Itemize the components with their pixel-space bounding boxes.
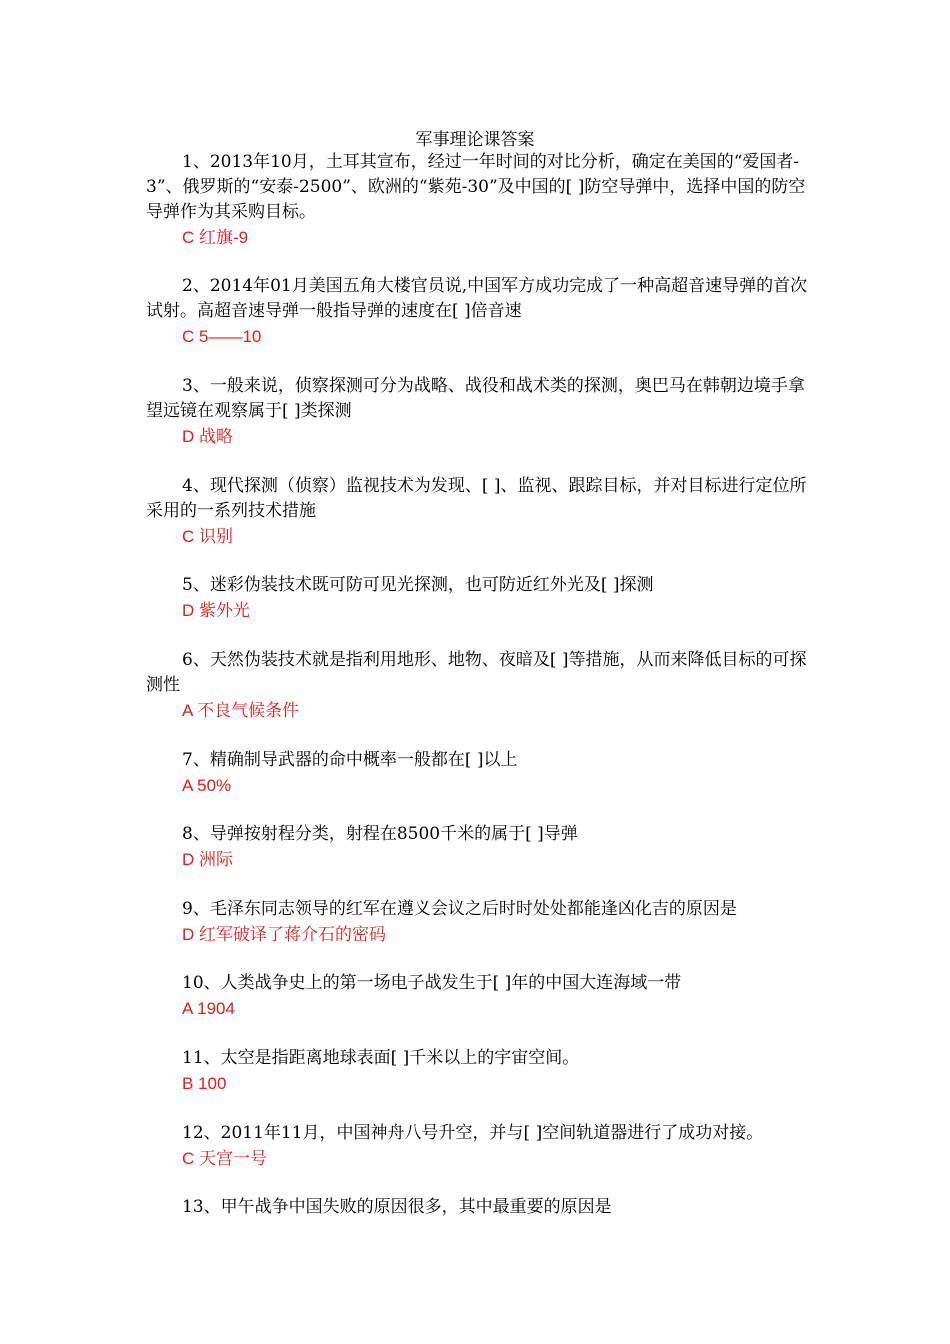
answer-text: D 紫外光	[182, 601, 250, 620]
question-2	[146, 274, 818, 349]
answer-text: C 识别	[182, 527, 233, 546]
question-4	[146, 474, 818, 549]
question-text: 3、一般来说，侦察探测可分为战略、战役和战术类的探测，奥巴马在韩朝边境手拿望远镜在观察属于[ ]类探测	[146, 376, 805, 421]
question-13	[146, 1195, 818, 1220]
answer-text: D 战略	[182, 427, 233, 446]
question-10	[146, 971, 818, 1021]
answer-text: A 不良气候条件	[182, 701, 300, 720]
question-text: 1、2013年10月，土耳其宣布，经过一年时间的对比分析，确定在美国的“爱国者-3”、俄罗斯的“安泰-2500”、欧洲的“紫苑-30”及中国的[ ]防空导弹中，选择中国的防空导弹作为其采购目标。	[146, 152, 806, 222]
question-text: 4、现代探测（侦察）监视技术为发现、[ ]、监视、跟踪目标，并对目标进行定位所采用的一系列技术措施	[146, 476, 807, 521]
question-7	[146, 748, 818, 798]
question-text: 6、天然伪装技术就是指利用地形、地物、夜暗及[ ]等措施，从而来降低目标的可探测性	[146, 650, 807, 695]
question-8	[146, 822, 818, 872]
question-1	[146, 150, 818, 250]
question-6	[146, 648, 818, 723]
question-text: 10、人类战争史上的第一场电子战发生于[ ]年的中国大连海域一带	[182, 973, 682, 993]
question-text: 2、2014年01月美国五角大楼官员说,中国军方成功完成了一种高超音速导弹的首次试射。高超音速导弹一般指导弹的速度在[ ]倍音速	[146, 276, 808, 321]
question-11	[146, 1046, 818, 1096]
question-text: 5、迷彩伪装技术既可防可见光探测，也可防近红外光及[ ]探测	[182, 575, 654, 595]
answer-text: A 50%	[182, 776, 232, 795]
question-text: 12、2011年11月，中国神舟八号升空，并与[ ]空间轨道器进行了成功对接。	[182, 1123, 764, 1143]
question-text: 8、导弹按射程分类，射程在8500千米的属于[ ]导弹	[182, 824, 578, 844]
answer-text: D 洲际	[182, 850, 233, 869]
question-5	[146, 573, 818, 623]
answer-text: D 红军破译了蒋介石的密码	[182, 925, 386, 944]
document-title: 军事理论课答案	[415, 130, 535, 150]
answer-text: C 5——10	[182, 327, 262, 346]
question-text: 11、太空是指距离地球表面[ ]千米以上的宇宙空间。	[182, 1048, 580, 1068]
question-text: 13、甲午战争中国失败的原因很多，其中最重要的原因是	[182, 1197, 612, 1217]
answer-text: B 100	[182, 1074, 227, 1093]
question-text: 7、精确制导武器的命中概率一般都在[ ]以上	[182, 750, 518, 770]
question-12	[146, 1121, 836, 1171]
question-9	[146, 897, 818, 947]
question-text: 9、毛泽东同志领导的红军在遵义会议之后时时处处都能逢凶化吉的原因是	[182, 899, 737, 919]
answer-text: C 天宫一号	[182, 1149, 267, 1168]
answer-text: A 1904	[182, 999, 235, 1018]
answer-text: C 红旗-9	[182, 228, 249, 247]
question-3	[146, 374, 818, 449]
